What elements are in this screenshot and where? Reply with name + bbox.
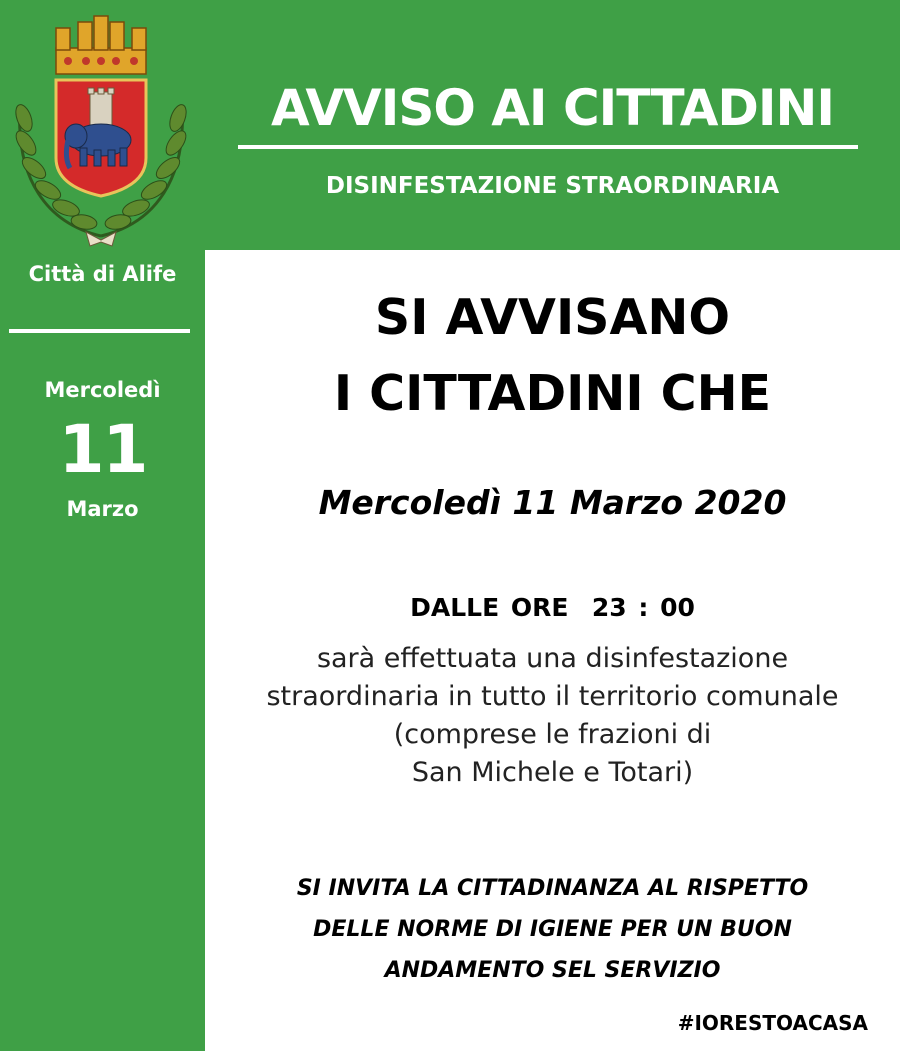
city-crest-icon — [6, 8, 196, 253]
hashtag: #IORESTOACASA — [677, 1011, 868, 1035]
city-name: Città di Alife — [28, 262, 177, 286]
day-of-week: Mercoledì — [44, 378, 161, 402]
notice-invite — [205, 868, 900, 991]
notice-headline — [205, 280, 900, 432]
notice-date: Mercoledì 11 Marzo 2020 — [318, 483, 787, 522]
headline-line: I CITTADINI CHE — [333, 365, 772, 422]
page-title: AVVISO AI CITTADINI — [271, 79, 834, 137]
invite-line: SI INVITA LA CITTADINANZA AL RISPETTO — [296, 876, 809, 901]
page-subtitle: DISINFESTAZIONE STRAORDINARIA — [325, 173, 780, 199]
invite-line: DELLE NORME DI IGIENE PER UN BUON — [313, 917, 792, 942]
body-line: San Michele e Totari) — [411, 757, 694, 788]
day-number: 11 — [58, 411, 147, 488]
sidebar-divider — [9, 329, 190, 333]
notice-body — [205, 640, 900, 792]
body-line: straordinaria in tutto il territorio comunale — [266, 681, 839, 712]
month-label: Marzo — [66, 497, 139, 521]
body-line: sarà effettuata una disinfestazione — [316, 643, 789, 674]
title-underline — [238, 145, 858, 149]
invite-line: ANDAMENTO SEL SERVIZIO — [384, 958, 721, 983]
body-line: (comprese le frazioni di — [393, 719, 712, 750]
notice-time: DALLE ORE 23 : 00 — [410, 593, 695, 622]
headline-line: SI AVVISANO — [374, 289, 731, 346]
